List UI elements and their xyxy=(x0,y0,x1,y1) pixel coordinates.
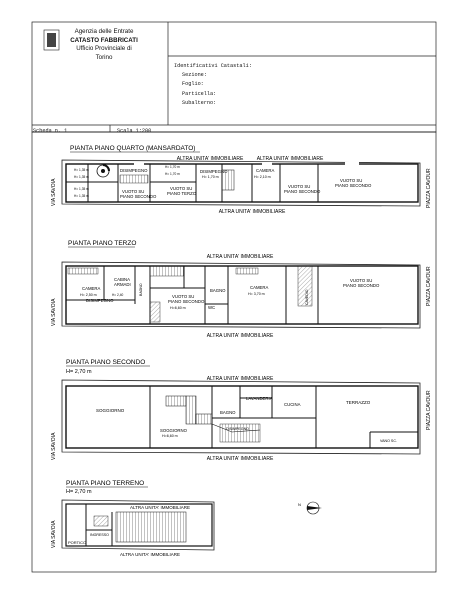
secondo-soggiorno-2: SOGGIORNO xyxy=(160,428,187,433)
terreno-title: PIANTA PIANO TERRENO xyxy=(66,480,145,487)
quarto-altra-1: ALTRA UNITA' IMMOBILIARE xyxy=(176,156,244,162)
identificativi-label: Identificativi Catastali: xyxy=(174,63,252,69)
terzo-disimpegno: DISIMPEGNO xyxy=(86,298,114,303)
terzo-vuoto-2: PIANO SECONDO xyxy=(168,299,205,304)
quarto-disimpegno-1: DISIMPEGNO xyxy=(120,168,148,173)
terzo-h-cabina: H= 2,40 xyxy=(112,293,124,297)
terzo-vuoto-4: PIANO SECONDO xyxy=(343,283,380,288)
quarto-vuoto2a: VUOTO SU xyxy=(170,186,193,191)
terzo-via-savoia: VIA SAVOIA xyxy=(51,298,57,326)
city-name: Torino xyxy=(95,53,113,61)
quarto-camera-h: H= 2,10 m xyxy=(254,175,271,179)
quarto-vuoto1b: PIANO SECONDO xyxy=(120,194,157,199)
quarto-h5: H= 1,35 m xyxy=(74,187,89,191)
terreno-ingresso: INGRESSO xyxy=(90,533,109,537)
secondo-bagno: BAGNO xyxy=(220,410,236,415)
terzo-cavedio: CAVEDIO xyxy=(305,289,309,305)
floor-terreno xyxy=(51,480,214,557)
quarto-h3: H= 1,70 m xyxy=(165,165,180,169)
scheda-number: Scheda n. 1 xyxy=(33,128,68,134)
terzo-bagno-small: BAGNO xyxy=(139,283,143,296)
field-foglio: Foglio: xyxy=(182,81,204,88)
floor-quarto xyxy=(51,145,432,215)
agency-logo-icon xyxy=(44,30,59,50)
floor-terzo xyxy=(51,240,432,339)
header-frame xyxy=(32,22,436,132)
terzo-vuoto-1: VUOTO SU xyxy=(172,294,195,299)
quarto-vuoto3b: PIANO SECONDO xyxy=(284,189,321,194)
quarto-h4: H= 1,70 m xyxy=(165,172,180,176)
terzo-altra-top: ALTRA UNITA' IMMOBILIARE xyxy=(206,254,274,260)
drawing-frame xyxy=(32,132,436,572)
field-sezione: Sezione: xyxy=(182,72,207,79)
quarto-vuoto4a: VUOTO SU xyxy=(340,178,363,183)
secondo-soggiorno-2-h: H=6,60 m xyxy=(162,434,178,438)
quarto-camera: CAMERA xyxy=(256,168,275,173)
field-subalterno: Subalterno: xyxy=(182,99,217,106)
secondo-vano: VANO SC. xyxy=(380,439,397,443)
field-particella: Particella: xyxy=(182,90,217,97)
quarto-vuoto2b: PIANO TERZO xyxy=(167,191,197,196)
secondo-altra-top: ALTRA UNITA' IMMOBILIARE xyxy=(206,376,274,382)
north-label: N xyxy=(298,502,301,507)
terzo-vuoto-3: VUOTO SU xyxy=(350,278,373,283)
terzo-cabina-2: ARMADI xyxy=(114,282,131,287)
terzo-camera-1: CAMERA xyxy=(82,286,101,291)
quarto-altra-2: ALTRA UNITA' IMMOBILIARE xyxy=(256,156,324,162)
terzo-camera-1-h: H= 2,50 m xyxy=(80,293,97,297)
terreno-altra-1: ALTRA UNITA' IMMOBILIARE xyxy=(130,505,190,510)
terzo-wc: WC xyxy=(208,305,216,310)
secondo-lavanderia: LAVANDERIA xyxy=(246,396,273,401)
quarto-h6: H= 1,35 m xyxy=(74,194,89,198)
secondo-piazza-cavour: PIAZZA CAVOUR xyxy=(426,390,432,430)
secondo-disimpegno: DISIMPEGNO xyxy=(226,427,249,431)
quarto-vuoto1a: VUOTO SU xyxy=(122,189,145,194)
quarto-via-savoia: VIA SAVOIA xyxy=(51,178,57,206)
terzo-camera-2-h: H= 3,70 m xyxy=(248,292,265,296)
scale-label: Scala 1:200 xyxy=(117,128,152,134)
quarto-piazza-cavour: PIAZZA CAVOUR xyxy=(426,168,432,208)
terzo-camera-2: CAMERA xyxy=(250,285,269,290)
quarto-vuoto3a: VUOTO SU xyxy=(288,184,311,189)
ufficio-label: Ufficio Provinciale di xyxy=(76,45,132,52)
quarto-h2: H= 1,35 m xyxy=(74,175,89,179)
quarto-vuoto4b: PIANO SECONDO xyxy=(335,183,372,188)
north-arrow-icon xyxy=(298,502,322,514)
terzo-cabina-1: CABINA xyxy=(114,277,130,282)
quarto-title: PIANTA PIANO QUARTO (MANSARDATO) xyxy=(70,145,196,152)
terreno-altra-2: ALTRA UNITA' IMMOBILIARE xyxy=(120,552,180,557)
agency-name: Agenzia delle Entrate xyxy=(74,28,134,35)
secondo-title: PIANTA PIANO SECONDO xyxy=(66,359,146,366)
terzo-piazza-cavour: PIAZZA CAVOUR xyxy=(426,266,432,306)
spiral-stair-icon xyxy=(97,165,109,177)
terreno-via-savoia: VIA SAVOIA xyxy=(51,520,57,548)
secondo-cucina: CUCINA xyxy=(284,402,301,407)
quarto-disimpegno-2: DISIMPEGNO xyxy=(200,169,228,174)
terzo-bagno: BAGNO xyxy=(210,288,226,293)
quarto-disimpegno-2-h: H= 1,70 m xyxy=(202,175,219,179)
terzo-title: PIANTA PIANO TERZO xyxy=(68,240,137,247)
floor-secondo xyxy=(51,359,432,462)
secondo-h: H= 2,70 m xyxy=(66,369,92,375)
terzo-altra-bottom: ALTRA UNITA' IMMOBILIARE xyxy=(206,333,274,339)
terzo-h-vuoto: H=6,60 m xyxy=(170,306,186,310)
secondo-altra-bottom: ALTRA UNITA' IMMOBILIARE xyxy=(206,456,274,462)
secondo-via-savoia: VIA SAVOIA xyxy=(51,432,57,460)
terreno-portico: PORTICO xyxy=(68,540,87,545)
secondo-terrazzo: TERRAZZO xyxy=(346,400,371,405)
terreno-h: H= 2,70 m xyxy=(66,489,92,495)
quarto-altra-bottom: ALTRA UNITA' IMMOBILIARE xyxy=(218,209,286,215)
secondo-soggiorno-1: SOGGIORNO xyxy=(96,408,125,413)
quarto-h1: H= 1,35 m xyxy=(74,168,89,172)
catasto-title: CATASTO FABBRICATI xyxy=(70,36,138,44)
